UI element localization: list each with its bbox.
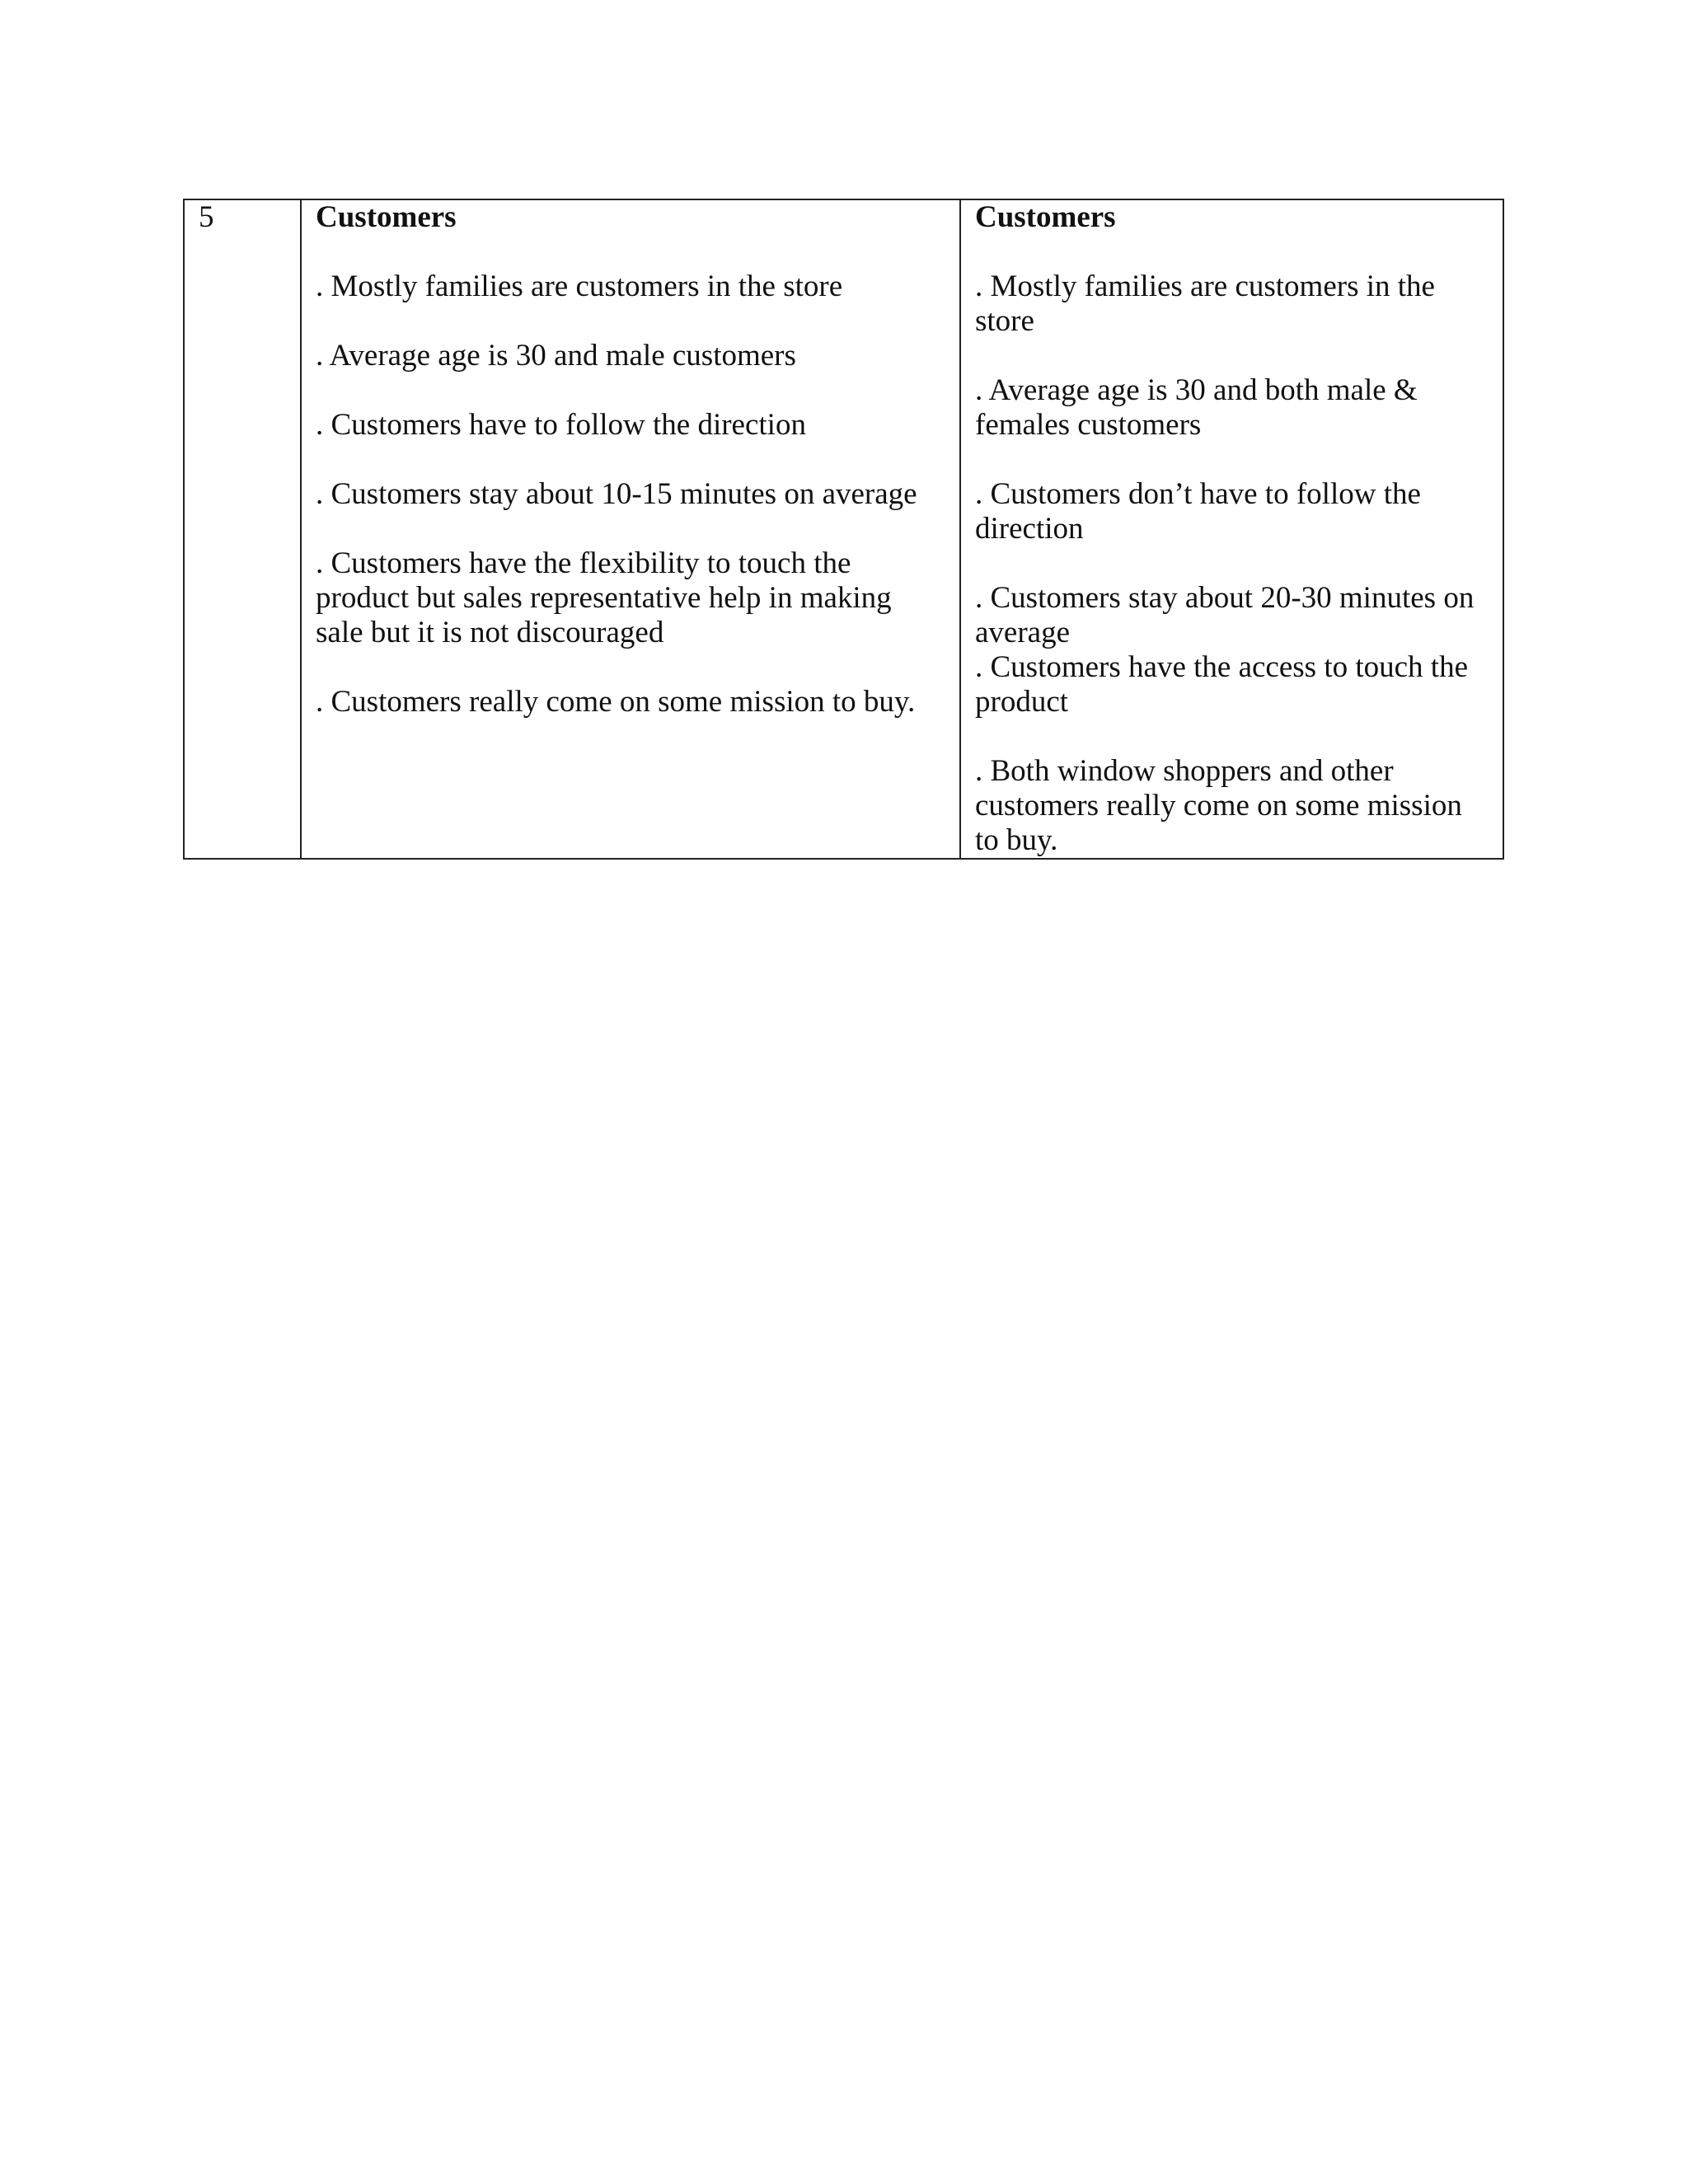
- left-column-cell: [301, 199, 960, 859]
- left-point: . Customers have the flexibility to touch the product but sales representative help in making sale but it is not discouraged: [316, 546, 892, 649]
- right-point: . Both window shoppers and other customers really come on some mission to buy.: [975, 754, 1462, 857]
- table-row: [184, 199, 1503, 859]
- row-number-cell: [184, 199, 301, 859]
- left-heading: Customers: [316, 200, 457, 234]
- left-point: . Mostly families are customers in the store: [316, 269, 843, 303]
- right-point: . Customers don’t have to follow the direction: [975, 477, 1421, 546]
- row-number: 5: [199, 200, 214, 234]
- left-point: . Customers stay about 10-15 minutes on average: [316, 477, 917, 511]
- left-point: . Customers really come on some mission to buy.: [316, 685, 916, 719]
- right-point: . Mostly families are customers in the store: [975, 269, 1435, 338]
- comparison-table: [183, 199, 1504, 860]
- right-point: . Average age is 30 and both male & females customers: [975, 373, 1418, 442]
- right-point: . Customers stay about 20-30 minutes on average: [975, 581, 1475, 649]
- left-point: . Average age is 30 and male customers: [316, 339, 796, 373]
- right-heading: Customers: [975, 200, 1116, 234]
- right-point: . Customers have the access to touch the product: [975, 650, 1468, 719]
- right-column-cell: [960, 199, 1503, 859]
- left-point: . Customers have to follow the direction: [316, 408, 806, 442]
